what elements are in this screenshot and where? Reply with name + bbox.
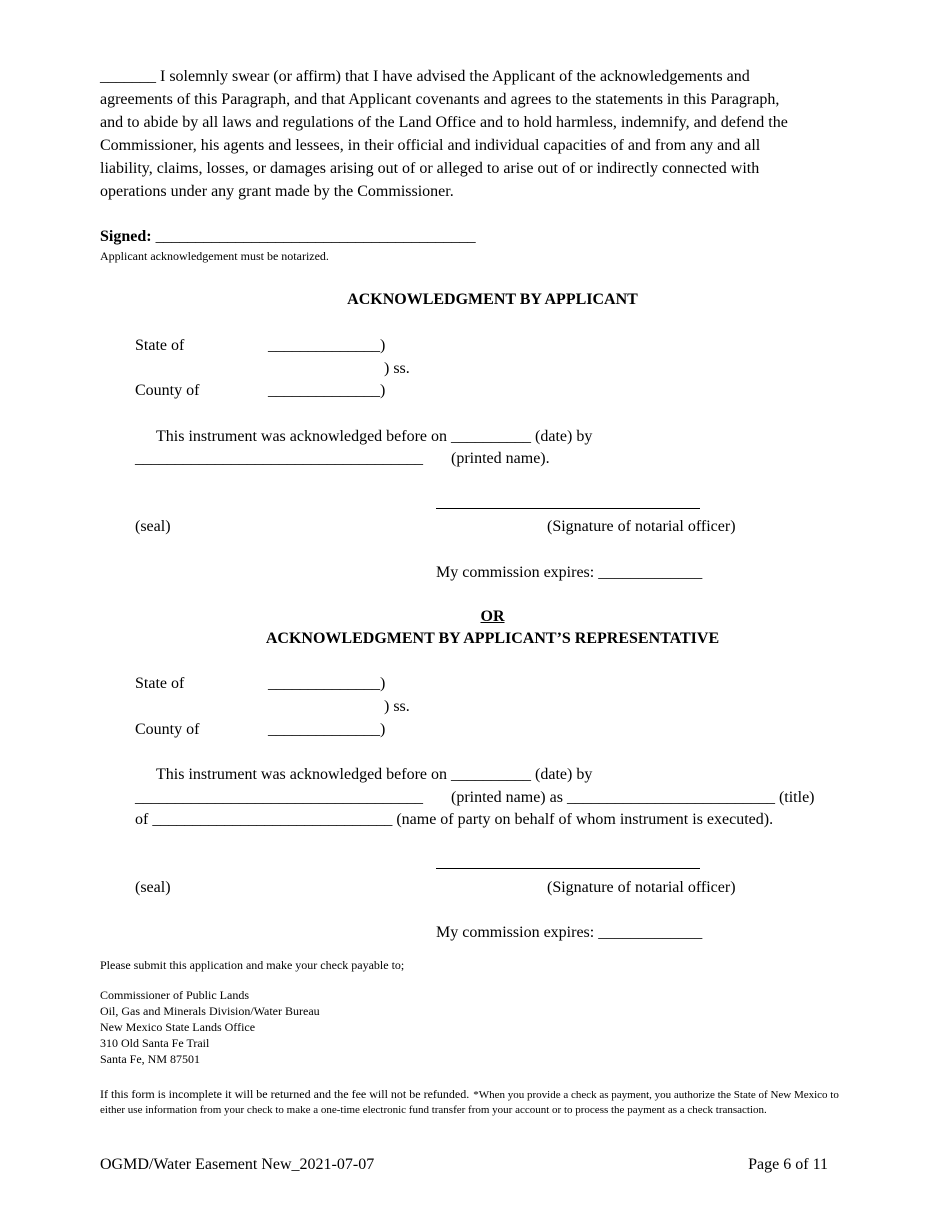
oath-line: and to abide by all laws and regulations of the Land Office and to hold harmless, indemnify, and defend the — [100, 114, 788, 131]
payee-address — [100, 987, 320, 1067]
seal-label: (seal) — [135, 518, 171, 535]
county-label: County of — [135, 721, 200, 738]
state-label: State of — [135, 337, 185, 354]
state-field[interactable]: ______________) — [268, 675, 386, 692]
printed-name-field[interactable]: ____________________________________ — [135, 450, 423, 467]
check-payment-notice-cont: either use information from your check to make a one-time electronic fund transfer from your account or to process the payment as a check transaction. — [100, 1104, 767, 1116]
address-line: 310 Old Santa Fe Trail — [100, 1036, 210, 1050]
state-label: State of — [135, 675, 185, 692]
signature-field[interactable]: ________________________________________ — [155, 228, 476, 245]
ack-applicant-title: ACKNOWLEDGMENT BY APPLICANT — [347, 291, 638, 308]
ss-label: ) ss. — [384, 360, 410, 377]
printed-name-field[interactable]: ____________________________________ — [135, 789, 423, 806]
refund-notice — [100, 1085, 839, 1118]
commission-expires: My commission expires: _____________ — [436, 924, 703, 941]
ack-representative-title: ACKNOWLEDGMENT BY APPLICANT’S REPRESENTATIVE — [265, 630, 720, 647]
commission-expires: My commission expires: _____________ — [436, 564, 703, 581]
address-line: New Mexico State Lands Office — [100, 1020, 256, 1034]
signed-row — [100, 225, 476, 248]
notary-signature-line[interactable] — [436, 508, 700, 509]
oath-line: liability, claims, losses, or damages arising out of or alleged to arise out of or indirectly connected with — [100, 160, 760, 177]
refund-notice-main: If this form is incomplete it will be returned and the fee will not be refunded. — [100, 1087, 470, 1101]
oath-line: _______ I solemnly swear (or affirm) that I have advised the Applicant of the acknowledgements and — [100, 68, 750, 85]
form-id: OGMD/Water Easement New_2021-07-07 — [100, 1156, 375, 1173]
submit-intro: Please submit this application and make your check payable to; — [100, 958, 405, 972]
county-field[interactable]: ______________) — [268, 382, 386, 399]
county-field[interactable]: ______________) — [268, 721, 386, 738]
printed-name-label: (printed name). — [451, 450, 550, 467]
oath-paragraph — [100, 65, 850, 203]
oath-line: agreements of this Paragraph, and that Applicant covenants and agrees to the statements in this Paragraph, — [100, 91, 780, 108]
notary-signature-label: (Signature of notarial officer) — [547, 518, 736, 535]
printed-name-title-line[interactable]: (printed name) as __________________________ (title) — [451, 789, 815, 806]
address-line: Oil, Gas and Minerals Division/Water Bureau — [100, 1004, 320, 1018]
seal-label: (seal) — [135, 879, 171, 896]
oath-line: operations under any grant made by the Commissioner. — [100, 183, 454, 200]
county-label: County of — [135, 382, 200, 399]
party-name-line[interactable]: of ______________________________ (name of party on behalf of whom instrument is executed). — [135, 811, 774, 828]
signed-label: Signed: — [100, 228, 152, 245]
address-line: Santa Fe, NM 87501 — [100, 1052, 200, 1066]
oath-line: Commissioner, his agents and lessees, in their official and individual capacities of and from any and all — [100, 137, 761, 154]
ack-statement: This instrument was acknowledged before on __________ (date) by — [156, 766, 593, 783]
check-payment-notice: *When you provide a check as payment, you authorize the State of New Mexico to — [473, 1089, 839, 1101]
address-line: Commissioner of Public Lands — [100, 988, 249, 1002]
notary-signature-label: (Signature of notarial officer) — [547, 879, 736, 896]
or-divider: OR — [480, 608, 505, 625]
ss-label: ) ss. — [384, 698, 410, 715]
page-number: Page 6 of 11 — [748, 1156, 828, 1173]
state-field[interactable]: ______________) — [268, 337, 386, 354]
notarized-note: Applicant acknowledgement must be notarized. — [100, 249, 329, 263]
ack-statement: This instrument was acknowledged before on __________ (date) by — [156, 428, 593, 445]
notary-signature-line[interactable] — [436, 868, 700, 869]
